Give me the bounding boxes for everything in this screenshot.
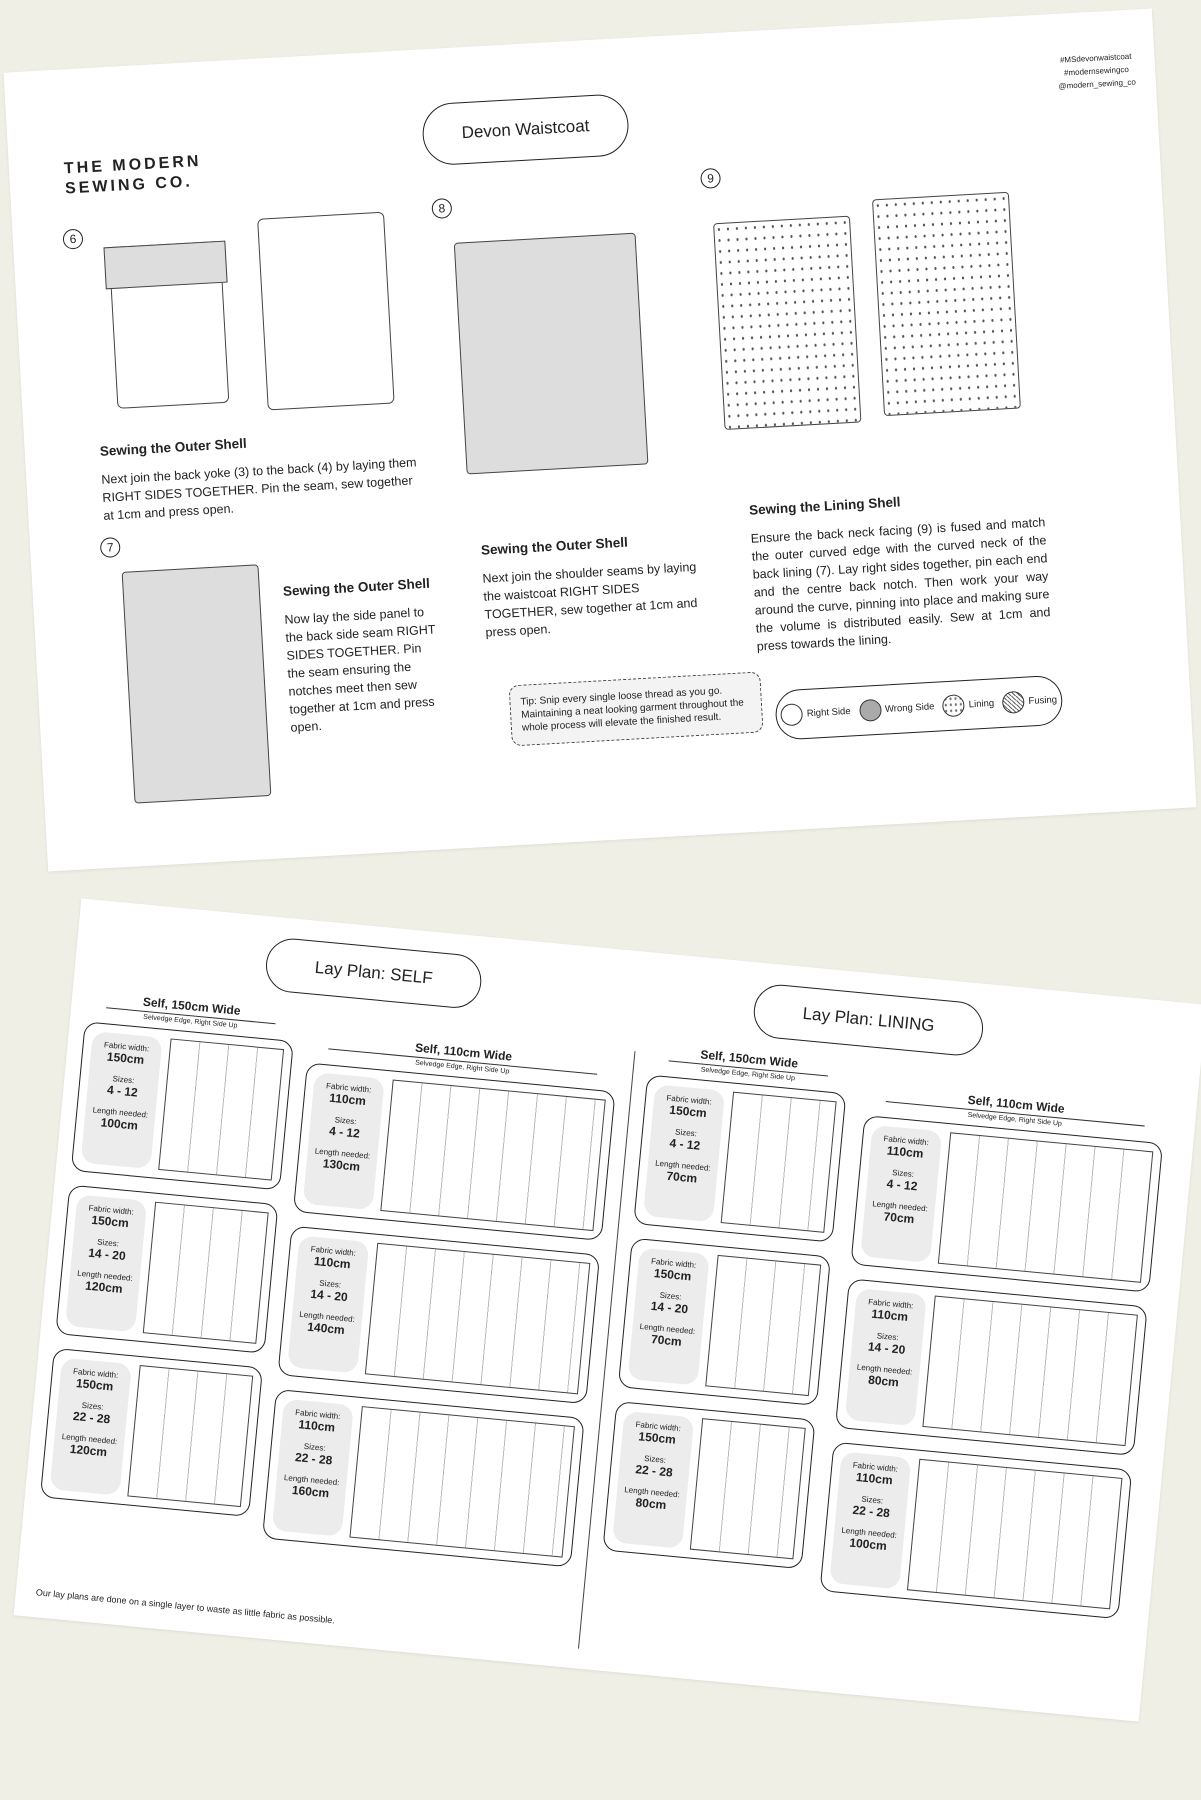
label: Sizes: bbox=[81, 1400, 104, 1412]
instructions-page bbox=[4, 9, 1197, 872]
pattern-layout-diagram bbox=[349, 1406, 574, 1558]
legend-label: Wrong Side bbox=[884, 701, 935, 716]
selvedge-label: Selvedge Edge, Right Side Up bbox=[668, 1060, 828, 1085]
fabric-info bbox=[845, 1288, 927, 1426]
label: Length needed: bbox=[76, 1268, 134, 1283]
lay-plan-card bbox=[602, 1401, 815, 1569]
length-needed: 160cm bbox=[291, 1482, 330, 1501]
brand-logo: THE MODERN SEWING CO. bbox=[63, 152, 202, 198]
label: Fabric width: bbox=[72, 1366, 119, 1380]
sizes: 22 - 28 bbox=[72, 1408, 111, 1427]
tag: #MSdevonwaistcoat bbox=[1059, 51, 1132, 65]
text: Now lay the side panel to the back side seam RIGHT SIDES TOGETHER. Pin the seam ensuring the notches meet then sew together at 1cm and press open. bbox=[284, 605, 436, 735]
legend-item bbox=[858, 696, 935, 722]
selvedge-label: Selvedge Edge, Right Side Up bbox=[105, 1007, 275, 1033]
label: Sizes: bbox=[318, 1278, 342, 1290]
lining-lay-plan-title: Lay Plan: LINING bbox=[751, 982, 985, 1057]
tip-box: Tip: Snip every single loose thread as you go. Maintaining a neat looking garment throughout the whole process will elevate the finished result. bbox=[509, 671, 764, 746]
lay-plan-card bbox=[71, 1021, 294, 1190]
label: Length needed: bbox=[654, 1158, 711, 1173]
pattern-layout-diagram bbox=[907, 1459, 1123, 1610]
label: Fabric width: bbox=[867, 1297, 914, 1311]
fabric-width: 150cm bbox=[106, 1049, 145, 1068]
label: Sizes: bbox=[860, 1494, 884, 1506]
sizes: 4 - 12 bbox=[328, 1123, 361, 1141]
fabric-info bbox=[272, 1399, 354, 1537]
pattern-layout-diagram bbox=[365, 1243, 590, 1395]
length-needed: 80cm bbox=[635, 1495, 667, 1513]
lay-plan-card bbox=[618, 1238, 831, 1406]
label: Fabric width: bbox=[635, 1419, 682, 1434]
legend-label: Right Side bbox=[806, 705, 851, 720]
lining-illustration bbox=[872, 192, 1021, 416]
label: Sizes: bbox=[643, 1453, 667, 1465]
label: Fabric width: bbox=[666, 1093, 713, 1107]
fabric-info bbox=[860, 1125, 942, 1263]
fabric-info bbox=[65, 1194, 147, 1332]
fabric-width: 110cm bbox=[870, 1306, 909, 1325]
sizes: 14 - 20 bbox=[867, 1339, 906, 1357]
label: Length needed: bbox=[61, 1431, 118, 1447]
fabric-width: 110cm bbox=[313, 1253, 352, 1272]
pattern-layout-diagram bbox=[380, 1080, 605, 1232]
label: Sizes: bbox=[334, 1115, 357, 1127]
length-needed: 120cm bbox=[84, 1278, 124, 1296]
label: Sizes: bbox=[876, 1331, 899, 1343]
text: Ensure the back neck facing (9) is fused and match the outer curved edge with the curved neck of the back lining (7). Lay right sides together, pin each end and the centre back notch. Then work your way around the curve, pinning into place and making sure the volume is distributed easily. Sew at 1cm and press towards the lining. bbox=[750, 515, 1051, 654]
self-lay-plan-title: Lay Plan: SELF bbox=[264, 936, 484, 1010]
step-number: 6 bbox=[62, 229, 83, 250]
sizes: 14 - 20 bbox=[309, 1286, 349, 1305]
fabric-width: 110cm bbox=[886, 1143, 925, 1161]
fabric-width: 110cm bbox=[328, 1090, 367, 1109]
fusing-swatch-icon bbox=[1002, 691, 1025, 714]
hashtags bbox=[1057, 50, 1137, 93]
step-number: 9 bbox=[700, 168, 721, 189]
label: Sizes: bbox=[96, 1237, 120, 1249]
lay-plan-column bbox=[601, 1043, 849, 1583]
label: Length needed: bbox=[623, 1485, 681, 1500]
label: Length needed: bbox=[92, 1105, 149, 1120]
fabric-width: 110cm bbox=[855, 1469, 894, 1488]
fabric-info bbox=[829, 1451, 911, 1589]
fabric-width: 150cm bbox=[668, 1102, 708, 1121]
lay-plan-card bbox=[40, 1348, 263, 1517]
column-heading: Self, 150cm Wide bbox=[699, 1047, 799, 1071]
legend-label: Lining bbox=[968, 697, 995, 711]
fabric-info bbox=[303, 1072, 385, 1210]
pattern-layout-diagram bbox=[938, 1132, 1154, 1283]
heading: Sewing the Outer Shell bbox=[99, 435, 248, 459]
sizes: 22 - 28 bbox=[294, 1450, 333, 1468]
sizes: 4 - 12 bbox=[668, 1135, 701, 1153]
fabric-width: 150cm bbox=[90, 1212, 130, 1231]
lay-plan-column bbox=[818, 1083, 1166, 1633]
length-needed: 130cm bbox=[322, 1156, 361, 1174]
label: Fabric width: bbox=[650, 1256, 697, 1270]
lay-plan-card bbox=[633, 1074, 846, 1242]
wrong-side-swatch-icon bbox=[858, 699, 881, 722]
sizes: 22 - 28 bbox=[851, 1502, 891, 1521]
legend-item bbox=[780, 700, 851, 726]
fabric-info bbox=[643, 1084, 725, 1222]
pattern-layout-diagram bbox=[158, 1038, 284, 1180]
pattern-layout-diagram bbox=[705, 1255, 821, 1396]
legend-item bbox=[942, 692, 995, 717]
lay-plan-card bbox=[277, 1226, 600, 1405]
text: Next join the shoulder seams by laying the waistcoat RIGHT SIDES TOGETHER, sew together at 1cm and press open. bbox=[482, 559, 698, 640]
lining-illustration bbox=[713, 216, 861, 430]
label: Fabric width: bbox=[852, 1460, 899, 1474]
back-yoke-illustration bbox=[103, 241, 227, 290]
legend-label: Fusing bbox=[1028, 694, 1058, 707]
label: Sizes: bbox=[112, 1074, 135, 1086]
pattern-layout-diagram bbox=[690, 1418, 806, 1559]
lining-swatch-icon bbox=[942, 694, 965, 717]
lay-plan-card bbox=[835, 1278, 1148, 1456]
lay-plan-card bbox=[819, 1442, 1132, 1620]
length-needed: 70cm bbox=[650, 1332, 683, 1349]
sizes: 4 - 12 bbox=[106, 1082, 139, 1100]
label: Length needed: bbox=[871, 1199, 929, 1214]
pattern-layout-diagram bbox=[922, 1296, 1138, 1447]
fabric-info bbox=[50, 1358, 132, 1496]
length-needed: 100cm bbox=[848, 1535, 888, 1554]
lay-plan-card bbox=[55, 1185, 278, 1354]
label: Length needed: bbox=[841, 1525, 898, 1540]
selvedge-label: Selvedge Edge, Right Side Up bbox=[885, 1101, 1145, 1135]
label: Length needed: bbox=[639, 1321, 696, 1337]
step-6-section bbox=[99, 425, 423, 525]
fabric-info bbox=[81, 1031, 163, 1169]
waistcoat-illustration bbox=[454, 233, 649, 475]
heading: Sewing the Lining Shell bbox=[748, 494, 901, 518]
page-title: Devon Waistcoat bbox=[421, 93, 630, 166]
label: Length needed: bbox=[283, 1473, 340, 1488]
label: Sizes: bbox=[674, 1127, 698, 1139]
label: Fabric width: bbox=[325, 1081, 372, 1095]
lay-plan-column bbox=[261, 1031, 619, 1582]
selvedge-label: Selvedge Edge, Right Side Up bbox=[327, 1048, 597, 1083]
label: Sizes: bbox=[303, 1441, 327, 1453]
tag: @modern_sewing_co bbox=[1058, 77, 1137, 91]
label: Sizes: bbox=[891, 1167, 915, 1179]
heading: Sewing the Outer Shell bbox=[282, 575, 431, 599]
fabric-info bbox=[287, 1235, 369, 1373]
label: Length needed: bbox=[314, 1146, 371, 1161]
column-heading: Self, 110cm Wide bbox=[967, 1092, 1066, 1116]
footnote: Our lay plans are done on a single layer to waste as little fabric as possible. bbox=[35, 1587, 336, 1626]
label: Length needed: bbox=[298, 1309, 356, 1325]
tag: #modernsewingco bbox=[1063, 64, 1130, 78]
length-needed: 70cm bbox=[665, 1168, 698, 1186]
heading: Sewing the Outer Shell bbox=[480, 534, 629, 558]
step-number: 8 bbox=[431, 198, 452, 219]
sizes: 22 - 28 bbox=[634, 1462, 674, 1480]
sizes: 14 - 20 bbox=[87, 1245, 127, 1264]
text: Next join the back yoke (3) to the back (4) by laying them RIGHT SIDES TOGETHER. Pin the seam, sew together at 1cm and press open. bbox=[101, 455, 417, 523]
lay-plan-card bbox=[293, 1062, 616, 1241]
length-needed: 100cm bbox=[100, 1115, 139, 1133]
legend-item bbox=[1002, 689, 1058, 714]
fabric-info bbox=[628, 1248, 710, 1386]
step-8-section bbox=[480, 529, 710, 641]
lay-plan-column bbox=[39, 989, 297, 1530]
label: Fabric width: bbox=[88, 1203, 135, 1217]
side-panel-illustration bbox=[122, 564, 272, 803]
length-needed: 140cm bbox=[306, 1319, 346, 1338]
sizes: 14 - 20 bbox=[650, 1298, 689, 1317]
label: Fabric width: bbox=[294, 1407, 341, 1422]
back-illustration bbox=[257, 212, 395, 411]
fabric-legend bbox=[774, 675, 1063, 741]
fabric-width: 150cm bbox=[75, 1376, 114, 1394]
step-9-section bbox=[749, 485, 1052, 655]
pattern-layout-diagram bbox=[127, 1365, 253, 1507]
fabric-width: 150cm bbox=[637, 1429, 677, 1447]
label: Fabric width: bbox=[883, 1134, 930, 1148]
length-needed: 80cm bbox=[867, 1372, 900, 1390]
sizes: 4 - 12 bbox=[886, 1176, 919, 1194]
lay-plan-card bbox=[850, 1115, 1163, 1293]
step-number: 7 bbox=[100, 537, 121, 558]
length-needed: 70cm bbox=[883, 1209, 915, 1227]
fabric-width: 150cm bbox=[653, 1266, 692, 1284]
lay-plan-page bbox=[14, 898, 1201, 1721]
pattern-layout-diagram bbox=[143, 1202, 269, 1344]
length-needed: 120cm bbox=[69, 1441, 108, 1460]
right-side-swatch-icon bbox=[780, 703, 803, 726]
fabric-info bbox=[612, 1411, 694, 1549]
label: Fabric width: bbox=[310, 1244, 357, 1258]
column-heading: Self, 150cm Wide bbox=[142, 994, 242, 1018]
step-7-section bbox=[282, 575, 440, 737]
label: Fabric width: bbox=[103, 1040, 150, 1054]
label: Length needed: bbox=[856, 1362, 913, 1377]
lay-plan-card bbox=[262, 1389, 585, 1568]
fabric-width: 110cm bbox=[297, 1417, 336, 1435]
column-heading: Self, 110cm Wide bbox=[414, 1040, 513, 1064]
label: Sizes: bbox=[659, 1290, 682, 1302]
pattern-layout-diagram bbox=[721, 1092, 837, 1233]
